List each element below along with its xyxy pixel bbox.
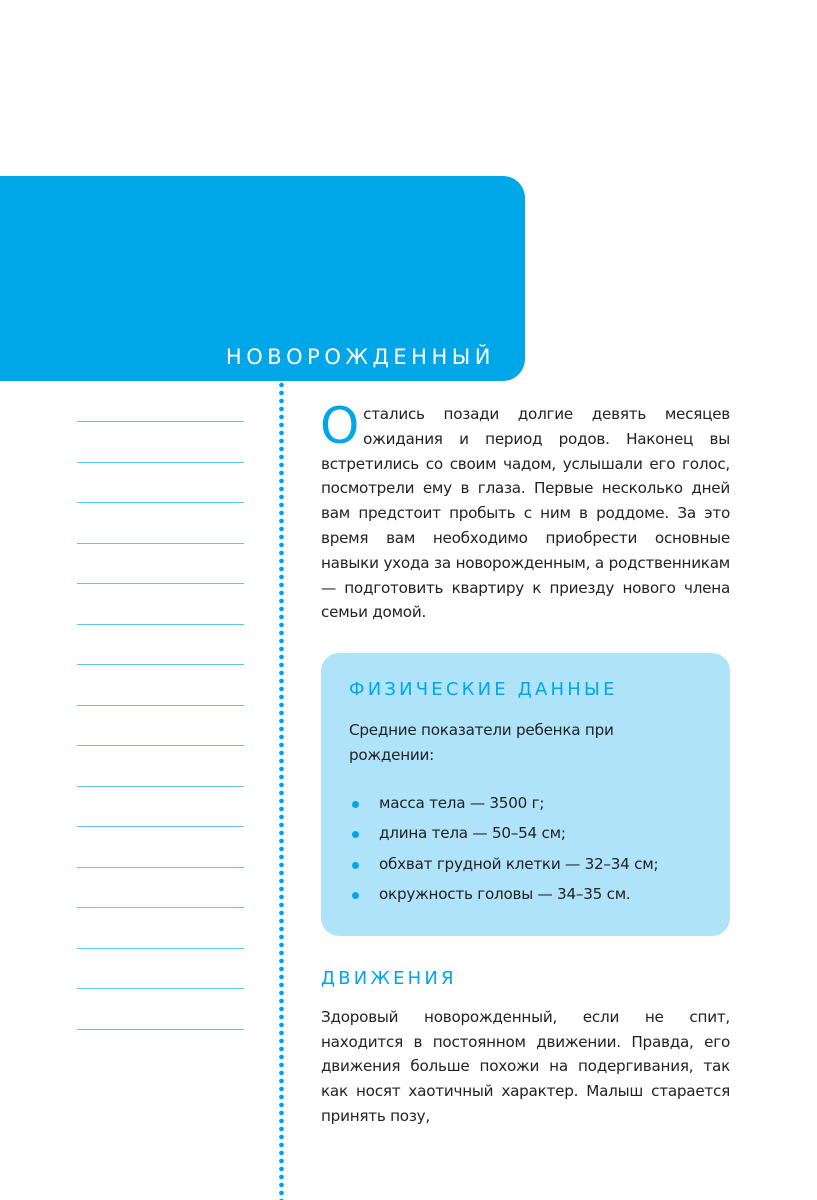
bullet-icon: [352, 862, 359, 869]
drop-cap: О: [320, 397, 360, 455]
note-line: [77, 907, 244, 948]
note-line: [77, 867, 244, 908]
notes-lines: [77, 421, 244, 1069]
list-item: [349, 818, 702, 849]
intro-paragraph: [320, 397, 730, 625]
bullet-icon: [352, 892, 359, 899]
list-item: [349, 849, 702, 880]
infobox-lead: Средние показатели ребенка при рождении:: [349, 721, 614, 764]
note-line: [77, 988, 244, 1029]
note-line: [77, 462, 244, 503]
list-item-text: обхват грудной клетки — 32–34 см;: [379, 854, 659, 873]
list-item: [349, 788, 702, 819]
list-item-text: масса тела — 3500 г;: [379, 793, 545, 812]
note-line: [77, 826, 244, 867]
note-line: [77, 543, 244, 584]
intro-text: стались позади долгие девять месяцев ожидания и период родов. Наконец вы встретились со своим чадом, услышали его голос, посмотрели ему в глаза. Первые несколько дней вам предстоит пробыть с ним в роддоме. За это время вам необходимо приобрести основные навыки ухода за новорожденным, а родственникам — подготовить квартиру к приезду нового члена семьи домой.: [321, 405, 730, 622]
note-line: [77, 705, 244, 746]
note-line: [77, 1029, 244, 1070]
dotted-divider: [279, 381, 284, 1200]
note-line: [77, 502, 244, 543]
list-item-text: окружность головы — 34–35 см.: [379, 885, 631, 904]
bullet-icon: [352, 801, 359, 808]
note-line: [77, 664, 244, 705]
note-line: [77, 421, 244, 462]
main-content: [320, 397, 730, 1129]
note-line: [77, 786, 244, 827]
infobox-list: [349, 788, 702, 910]
infobox-title: ФИЗИЧЕСКИЕ ДАННЫЕ: [349, 679, 618, 701]
physical-data-box: [321, 653, 730, 936]
chapter-banner: [0, 176, 525, 381]
chapter-title: НОВОРОЖДЕННЫЙ: [225, 345, 495, 369]
bullet-icon: [352, 831, 359, 838]
movement-paragraph: Здоровый новорожденный, если не спит, находится в постоянном движении. Правда, его движения больше похожи на подергивания, так как носят хаотичный характер. Малыш старается принять позу,: [321, 1007, 730, 1125]
list-item: [349, 879, 702, 910]
section-title-movement: ДВИЖЕНИЯ: [321, 967, 457, 989]
list-item-text: длина тела — 50–54 см;: [379, 824, 566, 843]
note-line: [77, 745, 244, 786]
note-line: [77, 583, 244, 624]
note-line: [77, 624, 244, 665]
note-line: [77, 948, 244, 989]
